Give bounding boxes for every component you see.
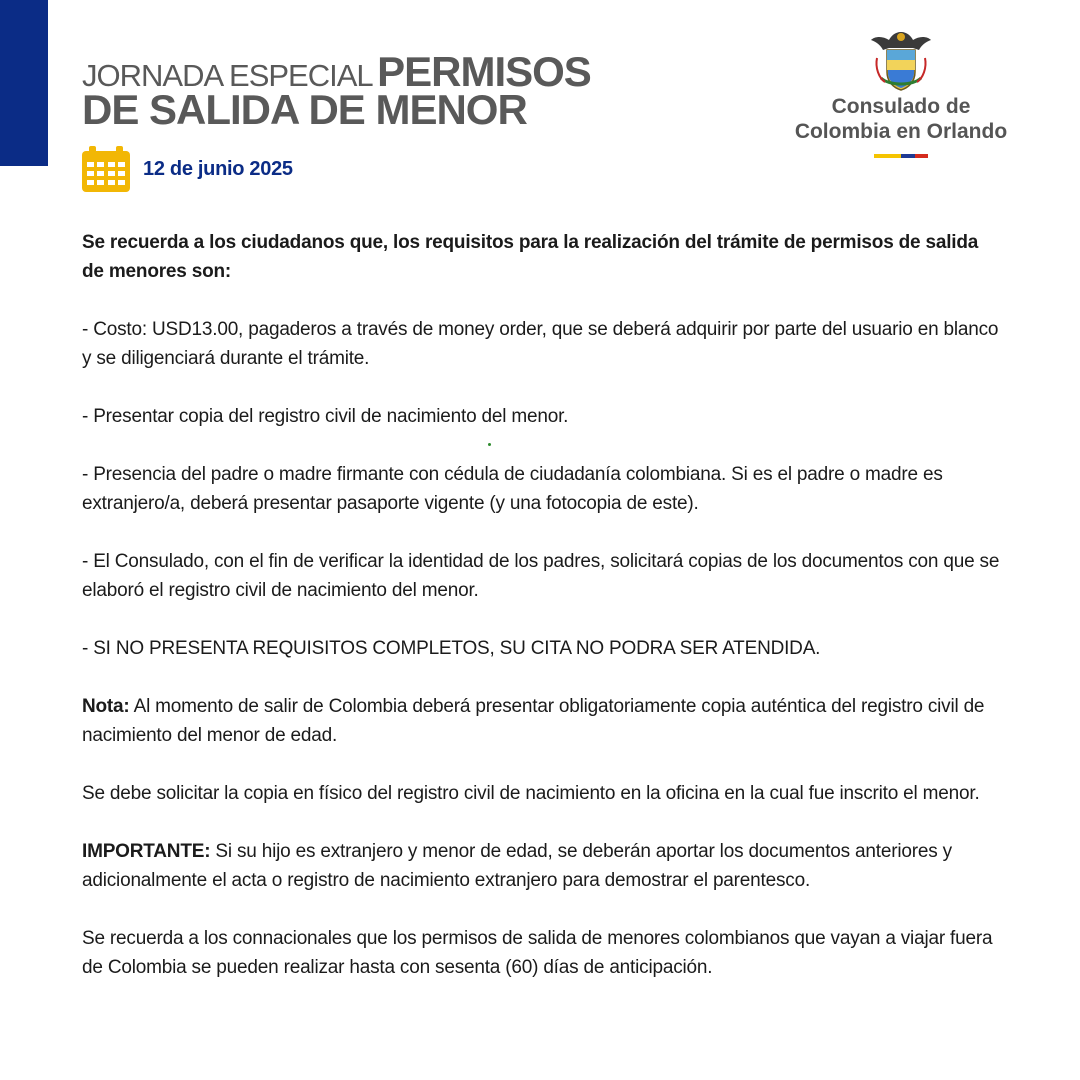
requirement-birth-record: - Presentar copia del registro civil de nacimiento del menor. xyxy=(82,406,569,427)
copy-paragraph: Se debe solicitar la copia en físico del registro civil de nacimiento en la oficina en la cual fue inscrito el menor. xyxy=(82,783,980,804)
note-text: Al momento de salir de Colombia deberá presentar obligatoriamente copia auténtica del registro civil de nacimiento del menor de edad. xyxy=(82,696,985,746)
requirement-document-copies: - El Consulado, con el fin de verificar la identidad de los padres, solicitará copias de los documentos con que se elaboró el registro civil de nacimiento del menor. xyxy=(82,551,1000,601)
important-paragraph xyxy=(82,837,1002,895)
note-paragraph xyxy=(82,692,1002,750)
coat-of-arms-icon xyxy=(871,28,931,92)
title-bold-2: DE SALIDA DE MENOR xyxy=(82,86,527,133)
note-label: Nota: xyxy=(82,696,130,717)
requirement-parent-presence: - Presencia del padre o madre firmante con cédula de ciudadanía colombiana. Si es el padre o madre es extranjero/a, deberá presentar pasaporte vigente (y una fotocopia de este). xyxy=(82,464,943,514)
important-label: IMPORTANTE: xyxy=(82,841,211,862)
consulate-logo xyxy=(770,28,1032,158)
page-title xyxy=(82,48,591,133)
title-light: JORNADA ESPECIAL xyxy=(82,58,373,93)
important-text: Si su hijo es extranjero y menor de edad, se deberán aportar los documentos anteriores y adicionalmente el acta o registro de nacimiento extranjero para demostrar el parentesco. xyxy=(82,841,952,891)
consulate-name-line-1: Consulado de xyxy=(831,95,971,118)
consulate-name-line-2: Colombia en Orlando xyxy=(794,120,1008,143)
calendar-icon xyxy=(82,146,130,192)
requirement-cost: - Costo: USD13.00, pagaderos a través de money order, que se deberá adquirir por parte del usuario en blanco y se diligenciará durante el trámite. xyxy=(82,319,999,369)
title-bold-1: PERMISOS xyxy=(377,48,591,95)
event-date: 12 de junio 2025 xyxy=(143,157,293,180)
title-line-1 xyxy=(82,48,591,95)
flag-stripe xyxy=(874,154,928,158)
closing-paragraph: Se recuerda a los connacionales que los permisos de salida de menores colombianos que vayan a viajar fuera de Colombia se pueden realizar hasta con sesenta (60) días de anticipación. xyxy=(82,928,993,978)
requirement-warning: - SI NO PRESENTA REQUISITOS COMPLETOS, SU CITA NO PODRA SER ATENDIDA. xyxy=(82,638,821,659)
intro-paragraph: Se recuerda a los ciudadanos que, los requisitos para la realización del trámite de permisos de salida de menores son: xyxy=(82,232,979,282)
body-text xyxy=(82,228,1002,1011)
accent-bar xyxy=(0,0,48,166)
date-row xyxy=(82,146,293,192)
